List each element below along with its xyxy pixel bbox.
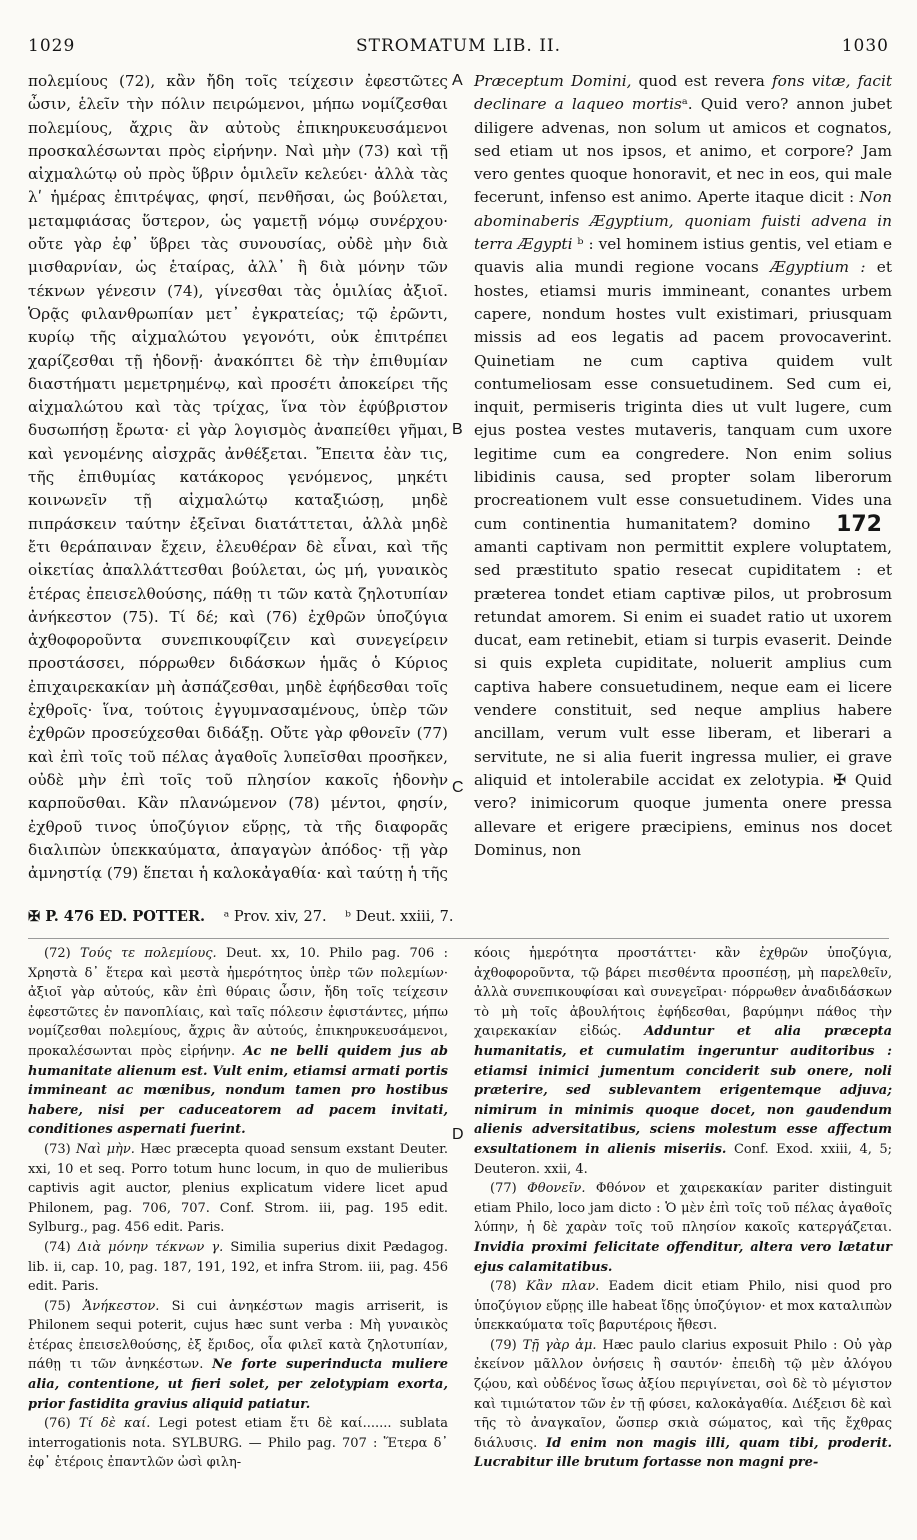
note-number: (78)	[490, 1279, 526, 1295]
note-entry	[28, 1414, 448, 1473]
right-page-number: 1030	[841, 36, 889, 56]
note-lemma: Ναὶ μὴν.	[76, 1141, 135, 1157]
note-entry	[28, 944, 448, 1140]
section-marker-d: D	[452, 1126, 464, 1143]
reference-line	[28, 908, 889, 936]
note-lemma: Ἀνήκεστον.	[82, 1298, 160, 1314]
note-text: Legi potest etiam ἔτι δὲ καί....... sublata interrogationis nota. SYLBURG. — Philo pag. 707 : Ἕτερα δ᾽ ἐφ᾽ ἑτέροις ἐπαντλῶν ὠσὶ φιλη-	[28, 1416, 448, 1471]
left-page-number: 1029	[28, 36, 76, 56]
notes-right-column	[474, 944, 892, 1473]
note-text: Hæc paulo clarius exposuit Philo : Οὐ γὰρ ἐκείνον μᾶλλον ὀνήσεις ἢ σαυτόν· ἐπειδὴ τῷ μὲν ἀλόγου ζῴου, καὶ οὐδένος ἴσως ἀξίου περιγίνεται, σοὶ δὲ τὸ μέγιστον καὶ τιμιώτατον τῶν ἐν τῇ φύσει, καλοκἀγαθία. Διέξεισι δὲ καὶ τῆς τὸ ἀναγκαῖον, ὥσπερ σκιὰ σώματος, καὶ τῆς ἔχθρας διάλυσις.	[474, 1337, 892, 1451]
greek-text: πολεμίους (72), κἂν ἤδη τοῖς τείχεσιν ἐφεστῶτες ὦσιν, ἑλεῖν τὴν πόλιν πειρώμενοι, μήπω νομίζεσθαι πολεμίους, ἄχρις ἂν αὐτοὺς ἐπικηρυκευσάμενοι προσκαλέσωνται πρὸς εἰρήνην. Ναὶ μὴν (73) καὶ τῇ αἰχμαλώτῳ οὐ πρὸς ὕβριν ὁμιλεῖν κελεύει· ἀλλὰ τὰς λʹ ἡμέρας ἐπιτρέψας, φησί, πενθῆσαι, ὡς βούλεται, μεταμφιάσας ὕστερον, ὡς γαμετῇ νόμῳ συνέρχου· οὔτε γὰρ ἐφ᾽ ὕβρει τὰς συνουσίας, οὐδὲ μὴν διὰ μισθαρνίαν, ὡς ἑταίρας, ἀλλ᾽ ἢ διὰ μόνην τῶν τέκνων γένεσιν (74), γίνεσθαι τὰς ὁμιλίας ἀξιοῖ. Ὁρᾷς φιλανθρωπίαν μετ᾽ ἐγκρατείας; τῷ ἐρῶντι, κυρίῳ τῆς αἰχμαλώτου γεγονότι, οὐκ ἐπιτρέπει χαρίζεσθαι τῇ ἡδονῇ· ἀνακόπτει δὲ τὴν ἐπιθυμίαν διαστήματι μεμετρημένῳ, καὶ προσέτι ἀποκείρει τῆς αἰχμαλώτου καὶ τὰς τρίχας, ἵνα τὸν ἐφύβριστον δυσωπήσῃ ἔρωτα· εἰ γὰρ λογισμὸς ἀναπείθει γῆμαι, καὶ γενομένης αἰσχρᾶς ἀνθέξεται. Ἔπειτα ἐὰν τις, τῆς ἐπιθυμίας κατάκορος γενόμενος, μηκέτι κοινωνεῖν τῇ αἰχμαλώτῳ καταξιώσῃ, μηδὲ πιπράσκειν ταύτην ἐξεῖναι διατάττεται, ἀλλὰ μηδὲ ἔτι θεράπαιναν ἔχειν, ἐλευθέραν δὲ εἶναι, καὶ τῆς οἰκετίας ἀπαλλάττεσθαι βούλεται, ὡς μή, γυναικὸς ἑτέρας ἐπεισελθούσης, πάθῃ τι τῶν κατὰ ζηλοτυπίαν ἀνήκεστον (75). Τί δέ; καὶ (76) ἐχθρῶν ὑποζύγια ἀχθοφοροῦντα συνεπικουφίζειν καὶ συνεγείρειν προστάσσει, πόρρωθεν διδάσκων ἡμᾶς ὁ Κύριος ἐπιχαιρεκακίαν μὴ ἀσπάζεσθαι, μηδὲ ἐφήδεσθαι τοῖς ἐχθροῖς· ἵνα, τούτοις ἐγγυμνασαμένους, ὑπὲρ τῶν ἐχθρῶν προσεύχεσθαι διδάξῃ. Οὔτε γὰρ φθονεῖν (77) καὶ ἐπὶ τοῖς τοῦ πέλας ἀγαθοῖς λυπεῖσθαι προσῆκεν, οὐδὲ μὴν ἐπὶ τοῖς τοῦ πλησίον κακοῖς ἡδονὴν καρποῦσθαι. Κἂν πλανώμενον (78) μέντοι, φησίν, ἐχθροῦ τινος ὑποζύγιον εὕρῃς, τὰ τῆς διαφορᾶς διαλιπὼν ὑπεκκαύματα, ἀπαγαγὼν ἀπόδος· τῇ γὰρ ἀμνηστίᾳ (79) ἕπεται ἡ καλοκἀγαθία· καὶ ταύτῃ ἡ τῆς	[28, 72, 448, 883]
footnote-b: ᵇ Deut. xxiii, 7.	[345, 909, 454, 925]
note-text: κόοις ἡμερότητα προστάττει· κἂν ἐχθρῶν ὑποζύγια, ἀχθοφοροῦντα, τῷ βάρει πιεσθέντα προσπέσῃ, μὴ παρελθεῖν, ἀλλὰ συνεπικουφίσαι καὶ συνεγεῖραι· πόρρωθεν ἀναδιδάσκων τὸ μὴ τοῖς ἀβουλήτοις ἐφήδεσθαι, βαρύμηνι πάθος τὴν χαιρεκακίαν εἰδώς.	[474, 946, 892, 1040]
latin-segment: quod est revera	[631, 72, 772, 90]
potter-reference: ✠ P. 476 ED. POTTER.	[28, 908, 206, 925]
section-marker-b: B	[452, 421, 463, 438]
section-marker-a: A	[452, 72, 463, 89]
greek-column	[28, 70, 448, 885]
note-translation: Adduntur et alia præcepta humanitatis, et cumulatim ingeruntur auditoribus : etiamsi inimici jumentum conciderit sub onere, noli præterire, sed sublevantem erigentemque adjuva; nimirum in minimis quoque docet, non gaudendum alienis adversitatibus, sciens molestum esse affectum exsultationem in alienis miseriis.	[474, 1024, 892, 1157]
note-lemma: Φθονεῖν.	[527, 1181, 586, 1197]
latin-column	[474, 70, 892, 862]
note-text: Eadem dicit etiam Philo, nisi quod pro ὑποζύγιον εὕρῃς ille habeat ἴδῃς ὑποζύγιον· et mox καταλιπὼν ὑπεκκαύματα τοῖς βαρυτέροις ἤθεσι.	[474, 1279, 892, 1334]
latin-segment: Præceptum Domini,	[474, 72, 632, 90]
note-text: Φθόνον et χαιρεκακίαν pariter distinguit etiam Philo, loco jam dicto : Ὁ μὲν ἐπὶ τοῖς τοῦ πέλας ἀγαθοῖς λύπην, ἡ δὲ χαρὰν τοῖς τοῦ πλησίον κακοῖς κατεργάζεται.	[474, 1181, 892, 1236]
note-text: Hæc præcepta quoad sensum exstant Deuter. xxi, 10 et seq. Porro totum hunc locum, in quo de mulieribus captivis agit auctor, plenius explicatum videre licet apud Philonem, pag. 706, 707. Conf. Strom. iii, pag. 195 edit. Sylburg., pag. 456 edit. Paris.	[28, 1141, 448, 1236]
note-number: (75)	[44, 1298, 83, 1314]
note-number: (76)	[44, 1416, 79, 1432]
note-number: (73)	[44, 1141, 77, 1157]
note-translation: Ne forte superinducta muliere alia, contentione, ut fieri solet, per zelotypiam exorta, prior fastidita gravius aliquid patiatur.	[28, 1357, 449, 1412]
note-translation: Invidia proximi felicitate offenditur, altera vero lætatur ejus calamitatibus.	[474, 1239, 892, 1275]
latin-segment: Non abominaberis Ægyptium, quoniam fuisti advena in terra Ægypti	[474, 188, 892, 254]
note-lemma: Τί δὲ καί.	[78, 1416, 151, 1432]
latin-segment: fons vitæ, facit declinare a laqueo mortis	[474, 72, 893, 114]
running-header	[28, 36, 889, 64]
note-entry	[474, 1179, 892, 1277]
latin-segment: ᵇ : vel hominem istius gentis, vel etiam e quavis alia mundi regione vocans	[474, 235, 892, 277]
note-entry	[28, 1238, 448, 1297]
note-text: Deut. xx, 10. Philo pag. 706 : Χρηστὰ δ᾽ ἕτερα καὶ μεστὰ ἡμερότητος ὑπὲρ τῶν πολεμίων· ἀξιοῖ γὰρ αὐτούς, κἂν ἐπὶ θύραις ὦσιν, ἤδη τοῖς τείχεσιν ἐφεστῶτες ἐν πανοπλίαις, καὶ ταῖς πόλεσιν ἐφιστάντες, μήπω νομίζεσθαι πολεμίους, ἄχρις ἂν αὐτούς, ἐπικηρυκευσάμενοι, προκαλέσωνται πρὸς εἰρήνην.	[28, 946, 448, 1059]
note-number: (74)	[44, 1239, 78, 1255]
note-text: Si cui ἀνηκέστων magis arriserit, is Philonem sequi poterit, cujus hæc sunt verba : Μὴ γυναικὸς ἑτέρας ἐπεισελθούσης, ἐξ ἔριδος, οἷα φιλεῖ κατὰ ζηλοτυπίαν, πάθῃ τι τῶν ἀνηκέστων.	[28, 1298, 448, 1373]
note-entry	[474, 944, 892, 1179]
latin-segment: amanti captivam non permittit explere voluptatem, sed præstituto spatio resecat cupiditatem : et præterea tondet etiam captivæ pilos, ut probrosum retundat amorem. Si enim ei suadet ratio ut uxorem ducat, eam retinebit, etiam si turpis evaserit. Deinde si quis expleta cupiditate, noluerit amplius cum captiva habere consuetudinem, neque eam ei licere vendere constituit, sed neque amplius habere ancillam, verum vult esse liberam, et liberari a servitute, ne si alia fuerit ingressa mulier, ei grave aliquid et intolerabile accidat ex zelotypia. ✠ Quid vero? inimicorum quoque jumenta onere pressa allevare et erigere præcipiens, eminus nos docet Dominus, non	[474, 537, 892, 859]
note-number: (77)	[490, 1181, 528, 1197]
latin-segment: ᵃ. Quid vero? annon jubet diligere advenas, non solum ut amicos et cognatos, sed etiam ut nos ipsos, et animo, et corpore? Jam vero gentes quoque honoravit, et nec in eos, qui male fecerunt, infenso est animo. Aperte itaque dicit :	[474, 95, 892, 207]
note-lemma: Τῇ γὰρ ἀμ.	[522, 1337, 597, 1353]
latin-segment: Ægyptium :	[770, 258, 866, 277]
note-number: (79)	[490, 1337, 523, 1353]
note-text: Similia superius dixit Pædagog. lib. ii, cap. 10, pag. 187, 191, 192, et infra Strom. iii, pag. 456 edit. Paris.	[28, 1239, 448, 1295]
note-number: (72)	[44, 946, 80, 961]
note-entry	[28, 1140, 448, 1238]
note-lemma: Τούς τε πολεμίους.	[79, 946, 217, 961]
section-marker-c: C	[452, 779, 464, 796]
note-translation: Id enim non magis illi, quam tibi, proderit. Lucrabitur ille brutum fortasse non magni pre-	[474, 1435, 892, 1471]
note-lemma: Διὰ μόνην τέκνων γ.	[77, 1239, 224, 1255]
latin-segment: et hostes, etiamsi muris immineant, conantes urbem capere, nondum hostes vult existimari, priusquam missis ad eos legatis ad pacem provocaverint. Quinetiam ne cum captiva quidem vult contumeliosam esse consuetudinem. Sed cum ei, inquit, permiseris triginta dies ut vult lugere, cum ejus postea vestes mutaveris, tanquam cum uxore legitime cum ea congredere. Non enim solius libidinis causa, sed propter solam liberorum procreationem vult esse consuetudinem. Vides una cum continentia humanitatem? domino	[474, 258, 892, 533]
note-text: Conf. Exod. xxiii, 4, 5; Deuteron. xxii, 4.	[474, 1141, 892, 1177]
note-entry	[474, 1336, 892, 1473]
note-entry	[28, 1297, 448, 1415]
footnote-a: ᵃ Prov. xiv, 27.	[223, 909, 327, 925]
edition-page-number: 172	[836, 511, 882, 537]
running-title: STROMATUM LIB. II.	[355, 36, 562, 56]
notes-divider	[28, 938, 889, 939]
latin-text	[474, 70, 892, 862]
note-lemma: Κἂν πλαν.	[525, 1279, 600, 1295]
notes-left-column	[28, 944, 448, 1473]
note-entry	[474, 1277, 892, 1336]
note-translation: Ac ne belli quidem jus ab humanitate alienum est. Vult enim, etiamsi armati portis immineant ac mœnibus, nondum tamen pro hostibus habere, nisi per caduceatorem ad pacem invitati, conditiones aspernati fuerint.	[28, 1043, 448, 1138]
